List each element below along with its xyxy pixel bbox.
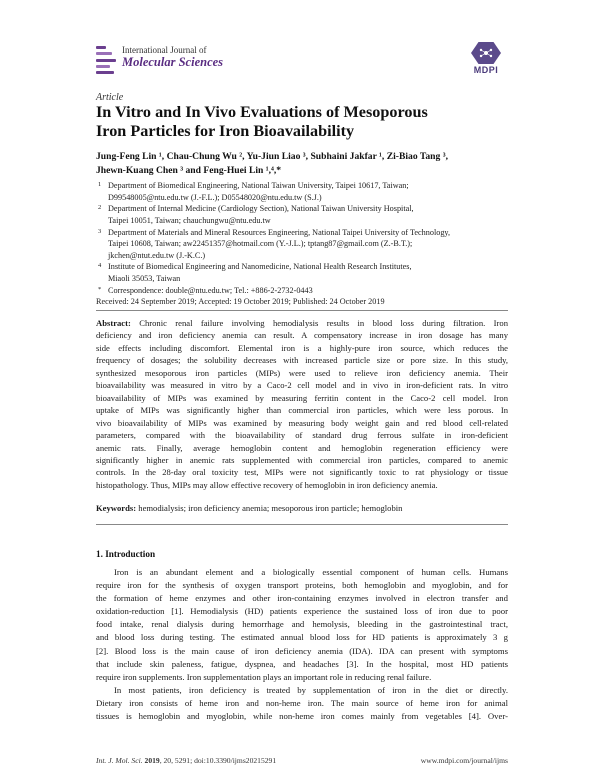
body-line: [2]. Blood loss is the main cause of iron deficiency anemia (IDA). IDA can present with symptoms — [96, 645, 508, 656]
citation — [96, 756, 276, 765]
affiliation-mark: 1 — [98, 181, 102, 188]
journal-name-line1: International Journal of — [122, 45, 207, 55]
mdpi-logo — [464, 42, 508, 75]
body-line: the formation of heme enzymes and other iron-containing enzymes involved in electron transfer and — [96, 593, 508, 604]
body-line: require iron supplements. Iron supplementation plays an important role in reducing renal failure. — [96, 671, 432, 682]
publication-dates: Received: 24 September 2019; Accepted: 19 October 2019; Published: 24 October 2019 — [96, 297, 385, 306]
abstract-line: parameters, compared with the bioavailability of standard drug ferrous sulfate in iron-deficient — [96, 430, 508, 441]
correspondence-mark: * — [98, 285, 102, 293]
affiliation-mark: 4 — [98, 262, 102, 270]
affiliation-line[interactable]: Taipei 10608, Taiwan; aw22451357@hotmail.com (Y.-J.L.); tptang87@gmail.com (Z.-B.T.); — [108, 239, 413, 249]
section-heading: 1. Introduction — [96, 549, 156, 559]
body-line: Dietary iron consists of heme iron and non-heme iron. The main source of heme iron for animal — [96, 697, 508, 708]
abstract-line: anemic rats. Finally, average hemoglobin content and hemoglobin regeneration efficiency were — [96, 442, 508, 453]
affiliation-mark: 3 — [98, 227, 102, 235]
affiliation-line: Institute of Biomedical Engineering and Nanomedicine, National Health Research Institutes, — [108, 262, 412, 272]
affiliation-line: Department of Materials and Mineral Resources Engineering, National Taipei University of Technology, — [108, 227, 451, 237]
journal-name — [122, 46, 223, 70]
citation-rest[interactable]: , 20, 5291; doi:10.3390/ijms20215291 — [159, 756, 277, 765]
article-type: Article — [96, 92, 124, 103]
affiliation-item — [96, 261, 508, 284]
abstract-first-line: Chronic renal failure involving hemodialysis results in blood loss during filtration. Iron — [139, 318, 508, 328]
abstract-line: histopathology. Thus, MIPs may allow effective recovery of hemoglobin in iron deficiency anemia. — [96, 479, 438, 490]
title-line: In Vitro and In Vivo Evaluations of Mesoporous — [96, 103, 428, 121]
divider — [96, 310, 508, 311]
abstract-line: side effects including discomfort. Elemental iron is a highly-pure iron source, which reduces the — [96, 342, 508, 353]
body-line: tissues is hemoglobin and myoglobin, while non-heme iron comes mainly from vegetables [4]. Over- — [96, 711, 508, 722]
affiliation-line[interactable]: jkchen@ntut.edu.tw (J.-K.C.) — [108, 250, 206, 260]
abstract-line: bioavailability of MIPs was examined by measuring ferritin content in the Caco-2 cell model. Iron — [96, 392, 508, 403]
journal-name-line2: Molecular Sciences — [122, 54, 224, 69]
affiliation-line: Miaoli 35053, Taiwan — [108, 274, 181, 284]
author-line: Jhewn-Kuang Chen ³ and Feng-Huei Lin ¹,⁴,* — [96, 164, 282, 176]
journal-website-link[interactable]: www.mdpi.com/journal/ijms — [420, 756, 508, 765]
affiliation-item — [96, 227, 508, 262]
abstract-line — [96, 317, 508, 329]
mdpi-logo-text: MDPI — [473, 65, 499, 75]
correspondence-line[interactable]: Correspondence: double@ntu.edu.tw; Tel.: +886-2-2732-0443 — [108, 285, 313, 295]
journal-logo-icon — [96, 46, 116, 74]
affiliation-mark: 2 — [98, 204, 102, 212]
correspondence — [96, 285, 508, 297]
abstract-line: significantly higher in anemic rats supplemented with commercial iron particles, compared to anemic — [96, 454, 508, 465]
affiliation-line: Department of Biomedical Engineering, National Taiwan University, Taipei 10617, Taiwan; — [108, 181, 409, 190]
article-title — [96, 103, 508, 142]
abstract-line: uptake of MIPs was significantly higher than commercial iron particles, which were less porous. In — [96, 405, 508, 416]
affiliation-item — [96, 180, 508, 203]
body-line: food intake, renal dialysis during hemorrhage and hemolysis, bleeding in the gastrointestinal tract, — [96, 619, 508, 630]
body-line: require iron for the synthesis of oxygen transport proteins, both hemoglobin and myoglobin, and for — [96, 580, 508, 591]
body-line: and blood loss during testing. The estimated annual blood loss for HD patients is approximately 3 g — [96, 632, 508, 643]
body-line: In most patients, iron deficiency is treated by supplementation of iron in the diet or directly. — [114, 684, 508, 695]
abstract-line: bioavailability was measured in vitro by a Caco-2 cell model and in vivo in iron-deficient rats. In vitro — [96, 380, 508, 391]
abstract-label: Abstract: — [96, 318, 131, 328]
abstract — [96, 317, 508, 491]
body-line: Iron is an abundant element and a biologically essential component of human cells. Humans — [114, 567, 508, 577]
affiliation-line[interactable]: D99548005@ntu.edu.tw (J.-F.L.); D05548020@ntu.edu.tw (S.J.) — [108, 192, 322, 202]
keywords-label: Keywords: — [96, 503, 137, 513]
divider — [96, 524, 508, 525]
affiliations — [96, 180, 508, 296]
title-line: Iron Particles for Iron Bioavailability — [96, 122, 355, 141]
author-line: Jung-Feng Lin ¹, Chau-Chung Wu ², Yu-Jiun Liao ³, Subhaini Jakfar ¹, Zi-Biao Tang ³, — [96, 151, 448, 162]
body-text — [96, 566, 508, 723]
page-header — [96, 42, 508, 82]
keywords — [96, 503, 508, 513]
affiliation-line[interactable]: Taipei 10051, Taiwan; chauchungwu@ntu.edu.tw — [108, 215, 271, 225]
abstract-line: frequency of dosages; the solubility decreases with increased particle size or pore size. In this study, — [96, 355, 508, 366]
body-line: oxidation-reduction [1]. Hemodialysis (HD) patients experience the sustained loss of iron due to poor — [96, 606, 508, 617]
affiliation-line: Department of Internal Medicine (Cardiology Section), National Taiwan University Hospital, — [108, 204, 414, 214]
affiliation-item — [96, 203, 508, 226]
body-line: that include skin paleness, fatigue, dyspnea, and headaches [3]. In the hospital, most HD patients — [96, 658, 508, 669]
abstract-line: controls. In the 28-day oral toxicity test, MIPs were not significantly toxic to rat physiology or tissue — [96, 467, 508, 478]
mdpi-hexagon-icon — [471, 42, 501, 64]
citation-year: 2019 — [144, 756, 160, 765]
abstract-line: synthesized mesoporous iron particles (MIPs) were used to relieve iron deficiency anemia. Their — [96, 367, 508, 378]
abstract-line: deficiency and iron deficiency anemia can result. A compensatory increase in iron dosage has many — [96, 330, 508, 341]
citation-journal: Int. J. Mol. Sci. — [96, 756, 143, 765]
keywords-text: hemodialysis; iron deficiency anemia; mesoporous iron particle; hemoglobin — [138, 503, 403, 513]
author-list — [96, 150, 508, 178]
abstract-line: vivo bioavailability of MIPs was examined by measuring body weight gain and red blood cell-related — [96, 417, 508, 428]
